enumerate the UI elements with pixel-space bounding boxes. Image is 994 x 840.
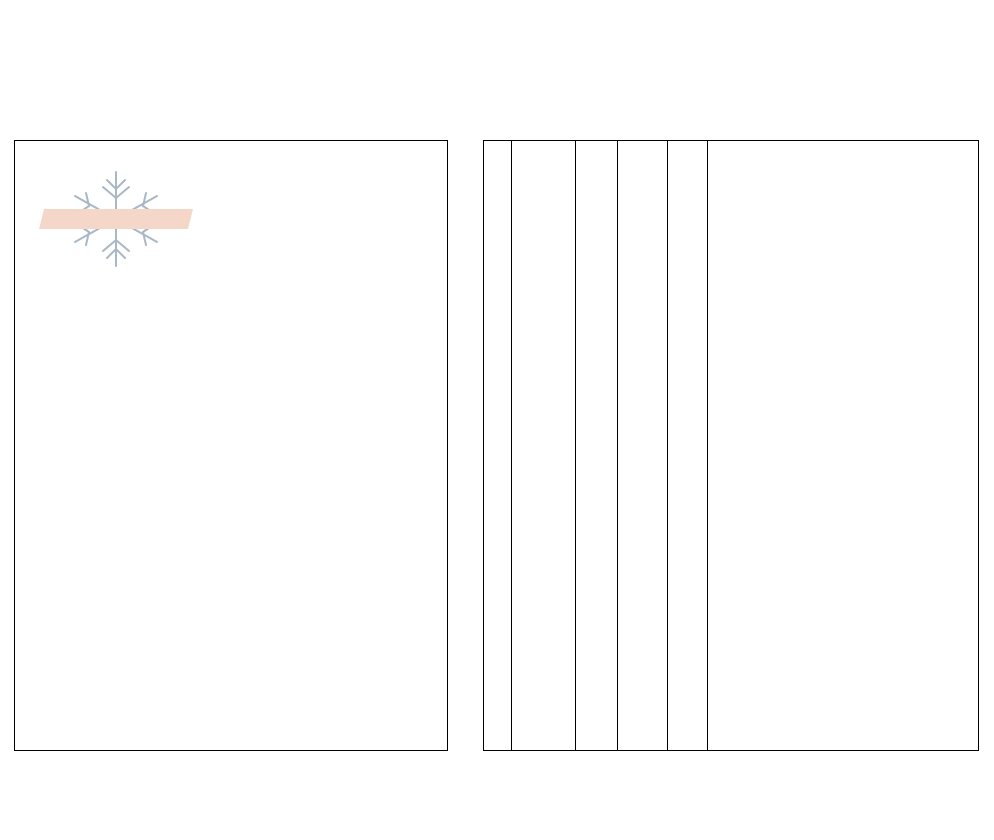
logo-banner <box>39 209 193 229</box>
layer-table-box <box>484 141 979 751</box>
hardness-profile-box <box>15 141 448 751</box>
snowpilot-logo <box>39 172 193 266</box>
